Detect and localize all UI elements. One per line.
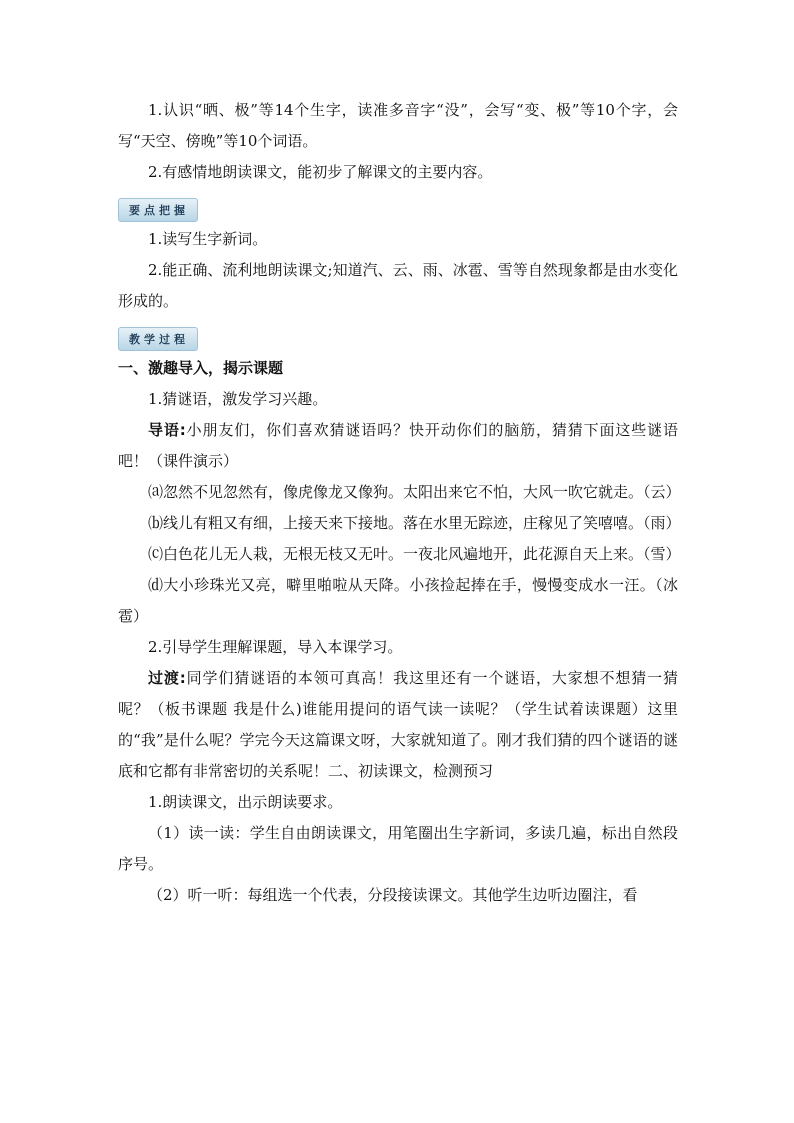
intro-text: 小朋友们，你们喜欢猜谜语吗？快开动你们的脑筋，猜猜下面这些谜语吧！（课件演示） (118, 421, 678, 470)
transition-paragraph (118, 663, 678, 787)
step-1: 1.猜谜语，激发学习兴趣。 (148, 390, 328, 408)
key-point-2: 2.能正确、流利地朗读课文;知道汽、云、雨、冰雹、雪等自然现象都是由水变化形成的。 (118, 261, 678, 310)
transition-text: 同学们猜谜语的本领可真高！我这里还有一个谜语，大家想不想猜一猜呢？（板书课题 我是什么)谁能用提问的语气读一读呢？（学生试着读课题）这里的“我”是什么呢？学完今天这篇课文呀，大家就知道了。刚才我们猜的四个谜语的谜底和它都有非常密切的关系呢！二、初读课文，检测预习 (118, 669, 678, 780)
step-2: 2.引导学生理解课题，导入本课学习。 (148, 638, 403, 656)
objective-2: 2.有感情地朗读课文，能初步了解课文的主要内容。 (148, 163, 493, 181)
section-1-title: 一、激趣导入，揭示课题 (118, 359, 284, 377)
riddle-2: ⒝线儿有粗又有细，上接天来下接地。落在水里无踪迹，庄稼见了笑嘻嘻。（雨） (148, 514, 681, 532)
intro-paragraph (118, 415, 678, 477)
transition-label: 过渡: (148, 669, 186, 687)
intro-label: 导语: (148, 421, 186, 439)
read-item-1: （1）读一读：学生自由朗读课文，用笔圈出生字新词，多读几遍，标出自然段序号。 (118, 824, 678, 873)
document-page (118, 95, 681, 911)
riddle-3: ⒞白色花儿无人栽，无根无枝又无叶。一夜北风遍地开，此花源自天上来。（雪） (148, 545, 681, 563)
read-item-2: （2）听一听：每组选一个代表，分段接读课文。其他学生边听边圈注，看 (148, 886, 638, 904)
teaching-process-badge: 教学过程 (118, 327, 198, 351)
key-points-badge: 要点把握 (118, 198, 198, 222)
key-point-1: 1.读写生字新词。 (148, 230, 268, 248)
riddle-4: ⒟大小珍珠光又亮，噼里啪啦从天降。小孩捡起捧在手，慢慢变成水一汪。（冰雹） (118, 576, 678, 625)
objective-1: 1.认识“晒、极”等14个生字，读准多音字“没”，会写“变、极”等10个字，会写“天空、傍晚”等10个词语。 (118, 101, 678, 150)
read-step: 1.朗读课文，出示朗读要求。 (148, 793, 343, 811)
riddle-1: ⒜忽然不见忽然有，像虎像龙又像狗。太阳出来它不怕，大风一吹它就走。（云） (148, 483, 681, 501)
